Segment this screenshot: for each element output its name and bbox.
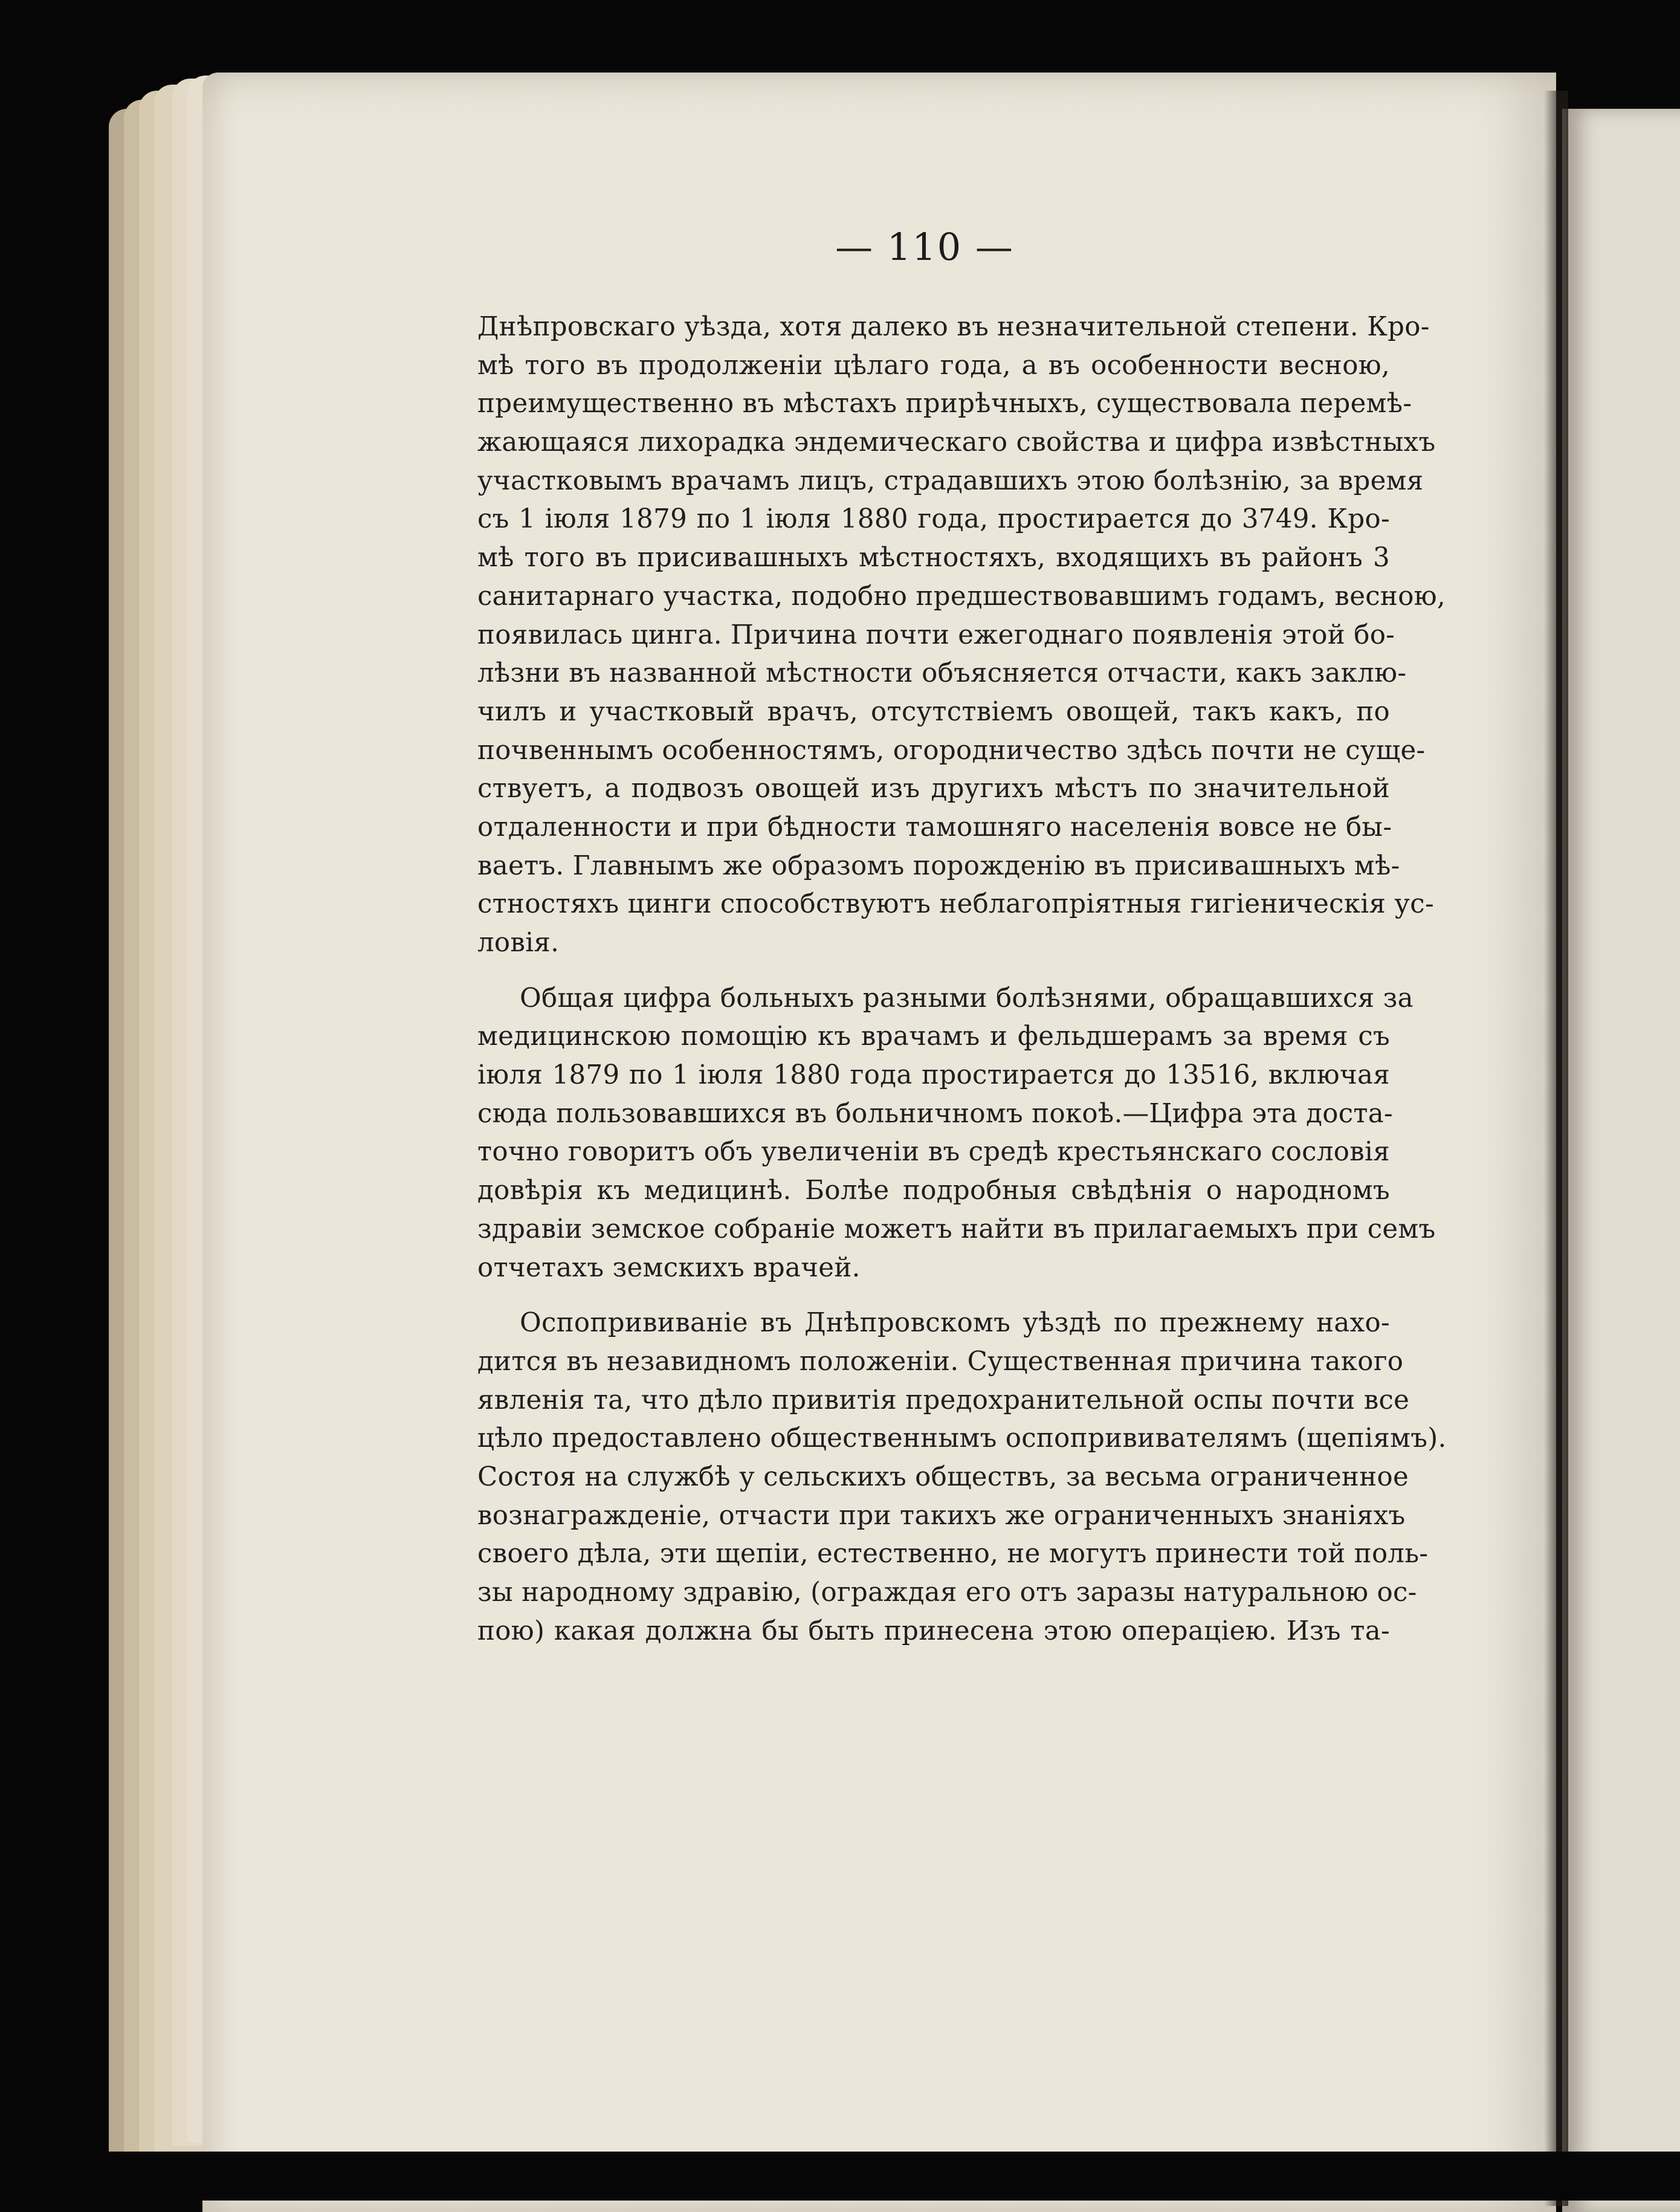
text-line: отчетахъ земскихъ врачей. bbox=[477, 1252, 861, 1283]
facing-page bbox=[1562, 109, 1680, 2212]
text-line: Общая цифра больныхъ разными болѣзнями, обращавшихся за bbox=[520, 983, 1413, 1014]
page-number: — 110 — bbox=[835, 225, 1014, 269]
text-line: отдаленности и при бѣдности тамошняго населенія вовсе не бы- bbox=[477, 812, 1392, 842]
text-line: чилъ и участковый врачъ, отсутствіемъ овощей, такъ какъ, по bbox=[477, 696, 1390, 727]
text-line: іюля 1879 по 1 іюля 1880 года простирается до 13516, включая bbox=[477, 1060, 1390, 1091]
text-line: почвеннымъ особенностямъ, огородничество здѣсь почти не суще- bbox=[477, 735, 1426, 766]
text-line: здравіи земское собраніе можетъ найти въ прилагаемыхъ при семъ bbox=[477, 1214, 1436, 1244]
text-line: вознагражденіе, отчасти при такихъ же ограниченныхъ знаніяхъ bbox=[477, 1500, 1406, 1531]
text-line: жающаяся лихорадка эндемическаго свойства и цифра извѣстныхъ bbox=[477, 427, 1436, 458]
text-line: мѣ того въ продолженіи цѣлаго года, а въ особенности весною, bbox=[477, 350, 1390, 381]
text-line: лѣзни въ названной мѣстности объясняется отчасти, какъ заклю- bbox=[477, 658, 1407, 689]
text-line: участковымъ врачамъ лицъ, страдавшихъ этою болѣзнію, за время bbox=[477, 465, 1424, 496]
text-line: ваетъ. Главнымъ же образомъ порожденію въ присивашныхъ мѣ- bbox=[477, 850, 1400, 881]
paragraph bbox=[477, 308, 1446, 963]
book-gutter bbox=[1544, 91, 1568, 2206]
text-line: санитарнаго участка, подобно предшествовавшимъ годамъ, весною, bbox=[477, 581, 1446, 612]
text-line: съ 1 іюля 1879 по 1 іюля 1880 года, простирается до 3749. Кро- bbox=[477, 504, 1390, 535]
text-line: своего дѣла, эти щепіи, естественно, не могутъ принести той поль- bbox=[477, 1539, 1429, 1570]
text-line: мѣ того въ присивашныхъ мѣстностяхъ, входящихъ въ районъ 3 bbox=[477, 543, 1390, 574]
text-line: сюда пользовавшихся въ больничномъ покоѣ.—Цифра эта доста- bbox=[477, 1098, 1393, 1129]
text-line: цѣло предоставлено общественнымъ оспопрививателямъ (щепіямъ). bbox=[477, 1423, 1447, 1454]
text-line: зы народному здравію, (ограждая его отъ заразы натуральною ос- bbox=[477, 1577, 1417, 1608]
text-line: ствуетъ, а подвозъ овощей изъ другихъ мѣстъ по значительной bbox=[477, 774, 1390, 804]
text-line: медицинскою помощію къ врачамъ и фельдшерамъ за время съ bbox=[477, 1021, 1390, 1052]
text-line: дится въ незавидномъ положеніи. Существенная причина такого bbox=[477, 1346, 1404, 1377]
text-line: Оспопрививаніе въ Днѣпровскомъ уѣздѣ по прежнему нахо- bbox=[520, 1308, 1390, 1339]
page-body-text bbox=[477, 308, 1447, 1667]
text-line: стностяхъ цинги способствуютъ неблагопріятныя гигіеническія ус- bbox=[477, 889, 1434, 920]
text-line: довѣрія къ медицинѣ. Болѣе подробныя свѣдѣнія о народномъ bbox=[477, 1176, 1390, 1206]
text-line: пою) какая должна бы быть принесена этою операціею. Изъ та- bbox=[477, 1615, 1390, 1646]
text-line: ловія. bbox=[477, 928, 560, 958]
text-line: явленія та, что дѣло привитія предохранительной оспы почти все bbox=[477, 1385, 1410, 1415]
text-line: точно говоритъ объ увеличеніи въ средѣ крестьянскаго сословія bbox=[477, 1137, 1390, 1168]
text-line: Состоя на службѣ у сельскихъ обществъ, за весьма ограниченное bbox=[477, 1461, 1409, 1492]
scan-border bbox=[0, 2152, 1680, 2201]
text-line: появилась цинга. Причина почти ежегоднаго появленія этой бо- bbox=[477, 619, 1395, 650]
text-line: Днѣпровскаго уѣзда, хотя далеко въ незначительной степени. Кро- bbox=[477, 312, 1430, 342]
paragraph bbox=[477, 1304, 1447, 1651]
text-line: преимущественно въ мѣстахъ прирѣчныхъ, существовала перемѣ- bbox=[477, 389, 1412, 419]
paragraph bbox=[477, 980, 1436, 1288]
